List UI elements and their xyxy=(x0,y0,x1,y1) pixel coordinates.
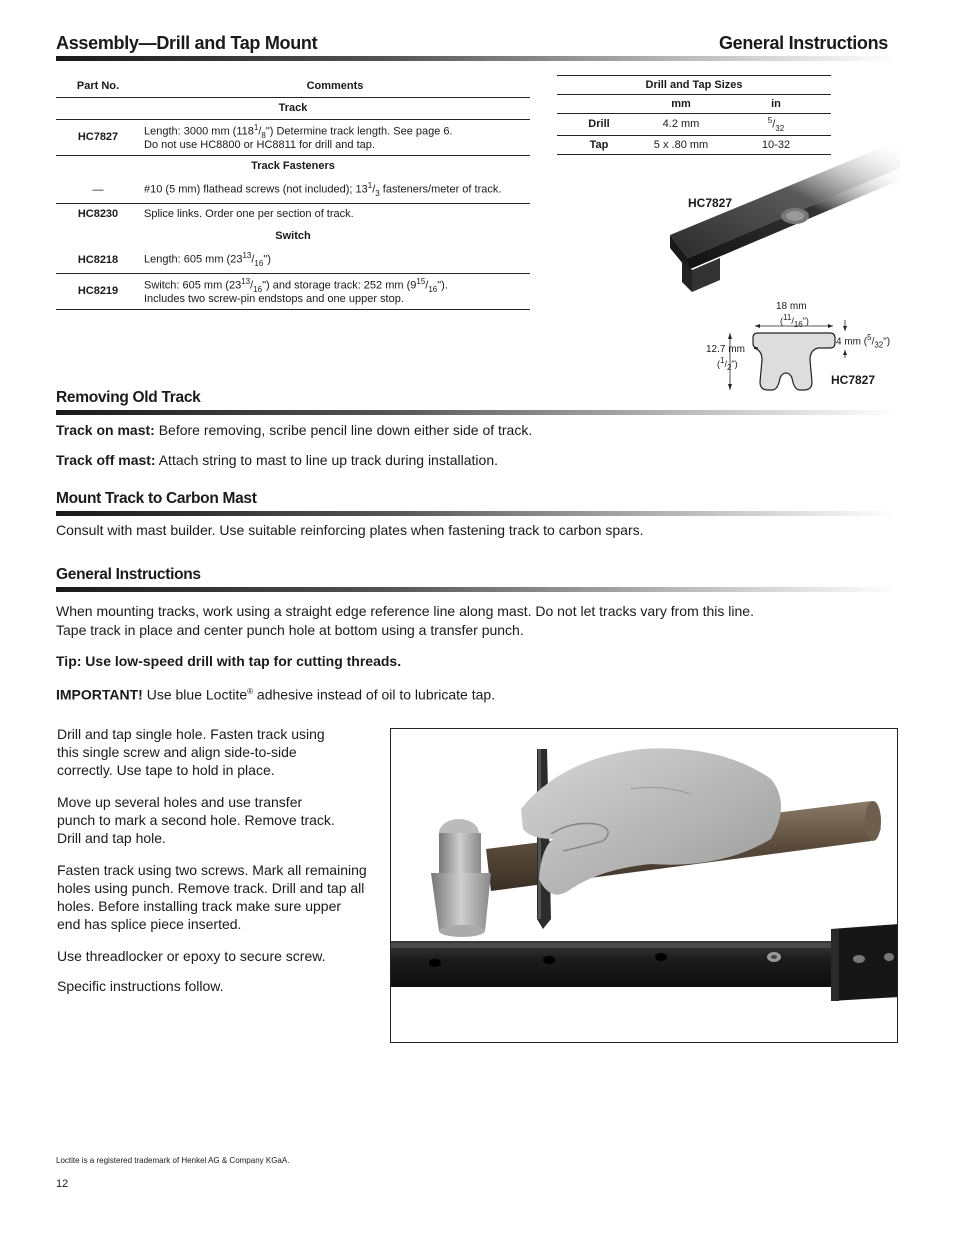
installation-photo xyxy=(390,728,898,1043)
figure-label-top: HC7827 xyxy=(688,196,733,210)
section-track: Track xyxy=(278,102,308,114)
drill-in: $^5/_{32}$ xyxy=(767,116,785,133)
section-rule xyxy=(56,410,896,415)
drill-label: Drill xyxy=(588,118,610,131)
step-5: Specific instructions follow. xyxy=(57,978,224,994)
part-number: — xyxy=(92,183,104,196)
table-row xyxy=(56,273,530,309)
col-in: in xyxy=(771,98,781,110)
drill-mm: 4.2 mm xyxy=(662,118,700,131)
part-number: HC8219 xyxy=(77,285,119,297)
step-3: Fasten track using two screws. Mark all remaining holes using punch. Remove track. Drill and tap all holes. Before installing track make sure upper end has splice piece inserted. xyxy=(57,862,367,932)
heading-removing-old-track: Removing Old Track xyxy=(56,389,201,406)
heading-carbon-mast: Mount Track to Carbon Mast xyxy=(56,490,257,507)
dim-flange: 4 mm $(^5/_{32}")$ xyxy=(836,333,891,350)
tap-label: Tap xyxy=(589,138,609,151)
removing-p1: Track on mast: Before removing, scribe pencil line down either side of track. xyxy=(56,422,533,438)
section-title: General Instructions xyxy=(718,33,888,53)
heading-general-instructions: General Instructions xyxy=(56,566,201,583)
step-1: Drill and tap single hole. Fasten track using this single screw and align side-to-side correctly. Use tape to hold in place. xyxy=(57,726,325,778)
col-mm: mm xyxy=(671,98,691,110)
page-number: 12 xyxy=(56,1178,69,1190)
drill-table-title: Drill and Tap Sizes xyxy=(645,79,743,91)
col-part-no: Part No. xyxy=(76,79,120,92)
part-number: HC8230 xyxy=(77,208,119,221)
figure-label-bottom: HC7827 xyxy=(831,373,876,387)
dim-height: 12.7 mm xyxy=(706,344,745,355)
dim-width: 18 mm xyxy=(776,301,807,312)
table-row xyxy=(56,119,530,155)
part-comment: Length: 3000 mm $(118^1/_8")$ Determine track length. See page 6. Do not use HC8800 or HC8811 for drill and tap. xyxy=(144,122,453,152)
section-switch: Switch xyxy=(275,230,311,242)
step-2: Move up several holes and use transfer punch to mark a second hole. Remove track. Drill and tap hole. xyxy=(57,794,335,846)
tap-mm: 5 x .80 mm xyxy=(653,138,709,151)
part-comment: Length: 605 mm $(23^{13}/_{16}")$ xyxy=(144,251,271,269)
table-row xyxy=(56,177,530,203)
step-4: Use threadlocker or epoxy to secure screw. xyxy=(57,948,326,964)
dim-height-in: $(^1/_2")$ xyxy=(717,356,738,372)
general-tip: Tip: Use low-speed drill with tap for cutting threads. xyxy=(56,653,402,669)
section-rule xyxy=(56,587,896,592)
part-comment: Switch: 605 mm $(23^{13}/_{16}")$ and storage track: 252 mm $(9^{15}/_{16}")$. Includes two screw-pin endstops and one upper stop. xyxy=(144,276,448,306)
page-title: Assembly—Drill and Tap Mount xyxy=(56,33,318,53)
section-rule xyxy=(56,511,896,516)
part-comment: Splice links. Order one per section of track. xyxy=(144,208,354,221)
trademark-note: Loctite is a registered trademark of Henkel AG & Company KGaA. xyxy=(56,1156,290,1165)
section-fasteners: Track Fasteners xyxy=(251,160,335,173)
parts-table xyxy=(56,75,530,310)
part-comment: #10 (5 mm) flathead screws (not included); $13^1/_3$ fasteners/meter of track. xyxy=(144,181,502,199)
part-number: HC8218 xyxy=(77,253,119,266)
carbon-text: Consult with mast builder. Use suitable reinforcing plates when fastening track to carbon spars. xyxy=(56,522,644,538)
removing-p2: Track off mast: Attach string to mast to line up track during installation. xyxy=(56,452,498,468)
general-important: IMPORTANT! Use blue Loctite® adhesive instead of oil to lubricate tap. xyxy=(56,686,496,703)
table-row xyxy=(56,247,530,273)
part-number: HC7827 xyxy=(77,131,119,143)
table-row xyxy=(557,114,831,136)
tap-in: 10-32 xyxy=(761,138,791,151)
header-rule xyxy=(56,56,896,61)
dim-width-in: $(^{11}/_{16}")$ xyxy=(780,313,809,329)
col-comments: Comments xyxy=(306,79,364,92)
track-illustration xyxy=(660,140,900,315)
general-p1: When mounting tracks, work using a straight edge reference line along mast. Do not let tracks vary from this line. Tape track in place and center punch hole at bottom using a transfer punch. xyxy=(56,603,754,638)
table-row xyxy=(56,203,530,225)
